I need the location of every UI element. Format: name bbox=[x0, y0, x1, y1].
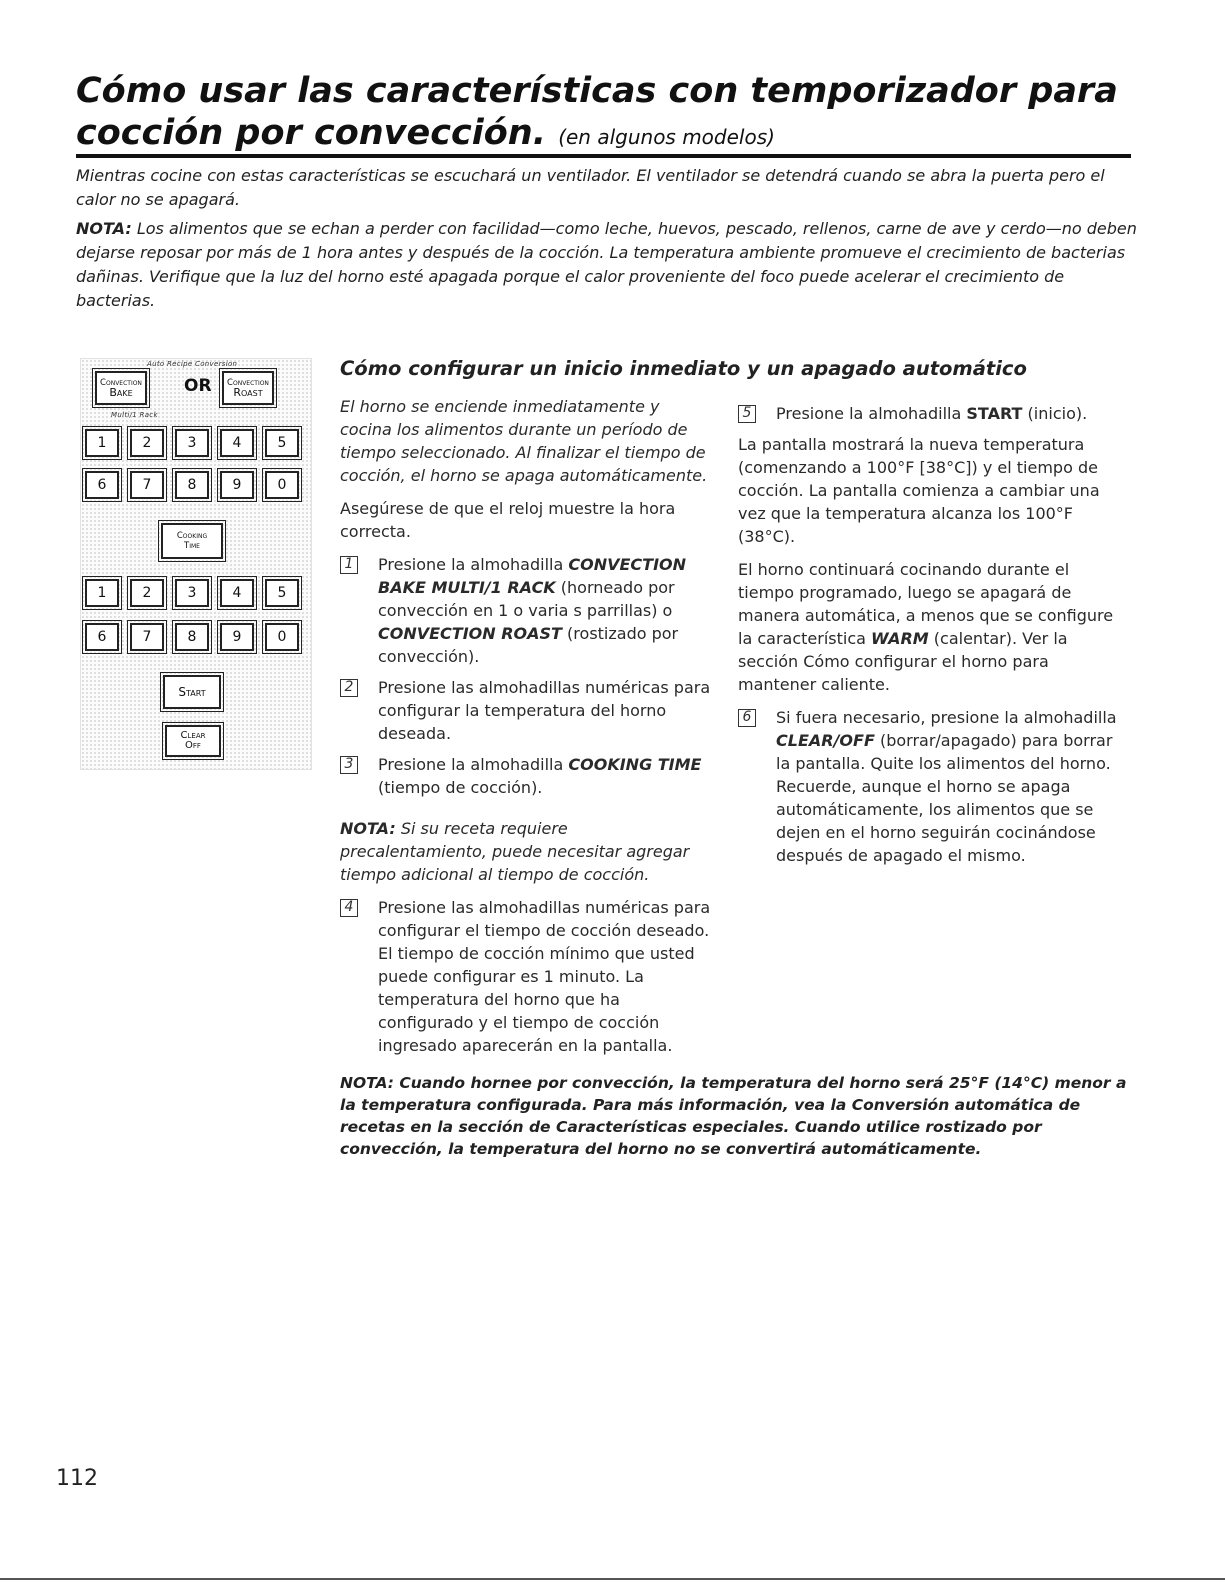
clear-off-key: Clear Off bbox=[165, 725, 221, 757]
start-key: Start bbox=[163, 675, 221, 709]
step-4: 4 Presione las almohadillas numéricas para configurar el tiempo de cocción deseado. El tiempo de cocción mínimo que usted puede configurar es 1 minuto. La temperatura del horno que ha configurado y el tiempo de cocción ingresado aparecerán en la pantalla. bbox=[340, 896, 712, 1057]
page-title-main: Cómo usar las características con temporizador para cocción por convección. bbox=[76, 71, 1118, 153]
page-title bbox=[76, 70, 1156, 158]
bottom-rule bbox=[0, 1578, 1225, 1580]
instructions-column-2 bbox=[738, 402, 1118, 875]
key-2b: 2 bbox=[130, 579, 164, 607]
nota-text: Los alimentos que se echan a perder con facilidad—como leche, huevos, pescado, rellenos, carne de ave y cerdo—no deben dejarse reposar por más de 1 hora antes y después de la cocción. La temperatura ambiente promueve el crecimiento de bacterias dañinas. Verifique que la luz del horno esté apagada porque el calor proveniente del foco puede acelerar el crecimiento de bacterias. bbox=[76, 219, 1137, 310]
col1-clock: Asegúrese de que el reloj muestre la hora correcta. bbox=[340, 499, 676, 541]
step-6-number: 6 bbox=[738, 709, 756, 727]
step-3: 3 Presione la almohadilla COOKING TIME (tiempo de cocción). bbox=[340, 753, 712, 799]
step-3-number: 3 bbox=[340, 756, 358, 774]
page-number: 112 bbox=[56, 1466, 98, 1491]
key-9: 9 bbox=[220, 471, 254, 499]
or-label: OR bbox=[184, 376, 212, 396]
key-5b: 5 bbox=[265, 579, 299, 607]
keypad-illustration bbox=[80, 358, 312, 770]
bottom-nota: NOTA: Cuando hornee por convección, la temperatura del horno será 25°F (14°C) menor a la temperatura configurada. Para más información, vea la Conversión automática de recetas en la sección de Características especiales. Cuando utilice rostizado por convección, la temperatura del horno no se convertirá automáticamente. bbox=[340, 1074, 1127, 1158]
section-title: Cómo configurar un inicio inmediato y un apagado automático bbox=[340, 357, 1027, 380]
col1-nota: NOTA: Si su receta requiere precalentamiento, puede necesitar agregar tiempo adicional al tiempo de cocción. bbox=[340, 819, 690, 884]
step-5: 5 Presione la almohadilla START (inicio). bbox=[738, 402, 1118, 425]
key-9b: 9 bbox=[220, 623, 254, 651]
step-1: 1 Presione la almohadilla CONVECTION BAKE MULTI/1 RACK (horneado por convección en 1 o varia s parrillas) o CONVECTION ROAST (rostizado por convección). bbox=[340, 553, 712, 668]
key-6: 6 bbox=[85, 471, 119, 499]
multi-rack-caption: Multi/1 Rack bbox=[111, 411, 158, 419]
col2-continue-text: El horno continuará cocinando durante el tiempo programado, luego se apagará de manera automática, a menos que se configure la característica WARM (calentar). Ver la sección Cómo configurar el horno para mantener caliente. bbox=[738, 560, 1114, 694]
key-7: 7 bbox=[130, 471, 164, 499]
key-5: 5 bbox=[265, 429, 299, 457]
key-8: 8 bbox=[175, 471, 209, 499]
key-3b: 3 bbox=[175, 579, 209, 607]
key-4: 4 bbox=[220, 429, 254, 457]
auto-recipe-caption: Auto Recipe Conversion bbox=[147, 360, 238, 368]
step-1-number: 1 bbox=[340, 556, 358, 574]
key-4b: 4 bbox=[220, 579, 254, 607]
col1-intro: El horno se enciende inmediatamente y cocina los alimentos durante un período de tiempo seleccionado. Al finalizar el tiempo de cocción, el horno se apaga automáticamente. bbox=[340, 397, 708, 485]
key-2: 2 bbox=[130, 429, 164, 457]
cooking-time-key: Cooking Time bbox=[161, 523, 223, 559]
key-7b: 7 bbox=[130, 623, 164, 651]
step-5-number: 5 bbox=[738, 405, 756, 423]
nota-label: NOTA: bbox=[76, 219, 132, 238]
nota-block bbox=[76, 217, 1146, 313]
page-title-sub: (en algunos modelos) bbox=[558, 125, 775, 149]
key-0b: 0 bbox=[265, 623, 299, 651]
key-0: 0 bbox=[265, 471, 299, 499]
intro-text: Mientras cocine con estas características se escuchará un ventilador. El ventilador se detendrá cuando se abra la puerta pero el calor no se apagará. bbox=[76, 166, 1105, 209]
convection-roast-key: Convection Roast bbox=[222, 371, 274, 405]
title-rule bbox=[76, 154, 1131, 158]
col2-display-text: La pantalla mostrará la nueva temperatura (comenzando a 100°F [38°C]) y el tiempo de cocción. La pantalla comienza a cambiar una vez que la temperatura alcanza los 100°F (38°C). bbox=[738, 435, 1100, 546]
convection-bake-key: Convection Bake bbox=[95, 371, 147, 405]
key-3: 3 bbox=[175, 429, 209, 457]
step-2-number: 2 bbox=[340, 679, 358, 697]
step-4-number: 4 bbox=[340, 899, 358, 917]
key-8b: 8 bbox=[175, 623, 209, 651]
instructions-column-1 bbox=[340, 395, 712, 1065]
key-1: 1 bbox=[85, 429, 119, 457]
key-1b: 1 bbox=[85, 579, 119, 607]
step-6: 6 Si fuera necesario, presione la almohadilla CLEAR/OFF (borrar/apagado) para borrar la pantalla. Quite los alimentos del horno. Recuerde, aunque el horno se apaga automáticamente, los alimentos que se dejen en el horno seguirán cocinándose después de apagado el mismo. bbox=[738, 706, 1118, 867]
step-2: 2 Presione las almohadillas numéricas para configurar la temperatura del horno deseada. bbox=[340, 676, 712, 745]
key-6b: 6 bbox=[85, 623, 119, 651]
